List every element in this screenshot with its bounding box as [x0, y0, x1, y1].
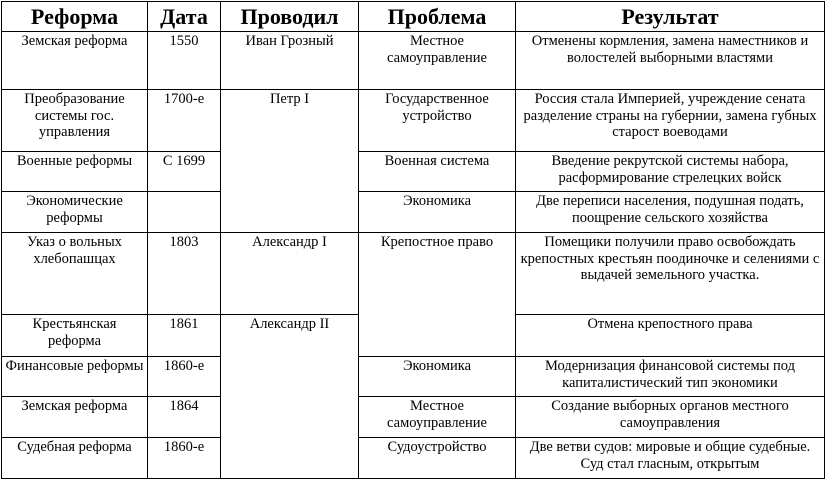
- result-cell: Введение рекрутской системы набора, расформирование стрелецких войск: [516, 152, 825, 192]
- table-row: [2, 357, 825, 397]
- table-row: [2, 438, 825, 479]
- date-cell: С 1699: [148, 152, 221, 192]
- result-cell: Отмена крепостного права: [516, 315, 825, 357]
- table-row: [2, 192, 825, 233]
- date-cell: [148, 192, 221, 233]
- header-row: [2, 2, 825, 32]
- by-cell: Александр I: [221, 233, 359, 315]
- problem-cell: Местное самоуправление: [359, 32, 516, 90]
- table-row: [2, 152, 825, 192]
- table-row: [2, 233, 825, 315]
- reform-cell: Экономические реформы: [2, 192, 148, 233]
- by-cell: Петр I: [221, 90, 359, 233]
- date-cell: 1700-е: [148, 90, 221, 152]
- result-cell: Две ветви судов: мировые и общие судебные. Суд стал гласным, открытым: [516, 438, 825, 479]
- header-date: Дата: [148, 2, 221, 32]
- date-cell: 1550: [148, 32, 221, 90]
- result-cell: Помещики получили право освобождать крепостных крестьян поодиночке и селениями с выдачей земельного участка.: [516, 233, 825, 315]
- result-cell: Отменены кормления, замена наместников и волостелей выборными властями: [516, 32, 825, 90]
- problem-cell: Экономика: [359, 357, 516, 397]
- header-result: Результат: [516, 2, 825, 32]
- problem-cell: Крепостное право: [359, 233, 516, 357]
- reform-cell: Указ о вольных хлебопашцах: [2, 233, 148, 315]
- by-cell: Александр II: [221, 315, 359, 479]
- result-cell: Две переписи населения, подушная подать, поощрение сельского хозяйства: [516, 192, 825, 233]
- result-cell: Создание выборных органов местного самоуправления: [516, 397, 825, 438]
- problem-cell: Военная система: [359, 152, 516, 192]
- date-cell: 1803: [148, 233, 221, 315]
- date-cell: 1860-е: [148, 438, 221, 479]
- reform-cell: Земская реформа: [2, 32, 148, 90]
- reform-cell: Преобразование системы гос. управления: [2, 90, 148, 152]
- result-cell: Модернизация финансовой системы под капиталистический тип экономики: [516, 357, 825, 397]
- reform-cell: Судебная реформа: [2, 438, 148, 479]
- result-cell: Россия стала Империей, учреждение сената разделение страны на губернии, замена губных старост воеводами: [516, 90, 825, 152]
- date-cell: 1864: [148, 397, 221, 438]
- table-row: [2, 397, 825, 438]
- problem-cell: Местное самоуправление: [359, 397, 516, 438]
- reform-cell: Крестьянская реформа: [2, 315, 148, 357]
- date-cell: 1861: [148, 315, 221, 357]
- table-row: [2, 90, 825, 152]
- reform-cell: Земская реформа: [2, 397, 148, 438]
- reforms-table: [1, 1, 825, 479]
- header-reform: Реформа: [2, 2, 148, 32]
- problem-cell: Судоустройство: [359, 438, 516, 479]
- problem-cell: Государственное устройство: [359, 90, 516, 152]
- problem-cell: Экономика: [359, 192, 516, 233]
- by-cell: Иван Грозный: [221, 32, 359, 90]
- reform-cell: Финансовые реформы: [2, 357, 148, 397]
- reform-cell: Военные реформы: [2, 152, 148, 192]
- header-by: Проводил: [221, 2, 359, 32]
- table-row: [2, 32, 825, 90]
- date-cell: 1860-е: [148, 357, 221, 397]
- header-problem: Проблема: [359, 2, 516, 32]
